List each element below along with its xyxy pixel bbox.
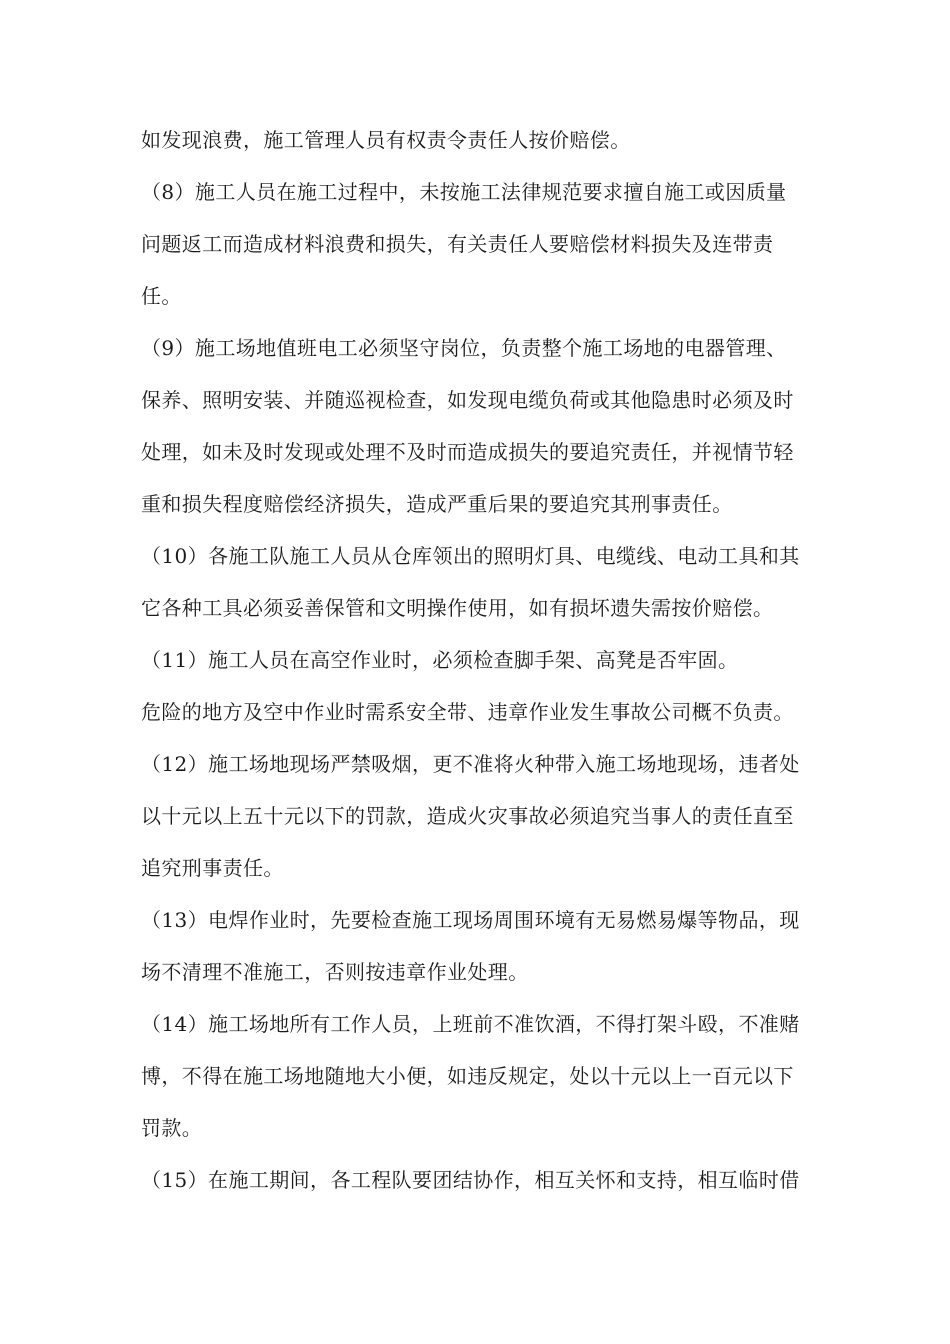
text-line: （15）在施工期间，各工程队要团结协作，相互关怀和支持，相互临时借 — [141, 1168, 800, 1192]
document-body — [141, 118, 831, 1210]
text-line: （11）施工人员在高空作业时，必须检查脚手架、高凳是否牢固。 — [141, 648, 739, 672]
text-line: （13）电焊作业时，先要检查施工现场周围环境有无易燃易爆等物品，现 — [141, 908, 800, 932]
text-line: 危险的地方及空中作业时需系安全带、违章作业发生事故公司概不负责。 — [141, 700, 794, 724]
text-line: 它各种工具必须妥善保管和文明操作使用，如有损坏遗失需按价赔偿。 — [141, 596, 774, 620]
text-line: 以十元以上五十元以下的罚款，造成火灾事故必须追究当事人的责任直至 — [141, 804, 794, 828]
text-line: （10）各施工队施工人员从仓库领出的照明灯具、电缆线、电动工具和其 — [141, 544, 800, 568]
text-line: 任。 — [141, 284, 182, 308]
text-line: 追究刑事责任。 — [141, 856, 284, 880]
text-line: （8）施工人员在施工过程中，未按施工法律规范要求擅自施工或因质量 — [141, 180, 787, 204]
text-line: 博，不得在施工场地随地大小便，如违反规定，处以十元以上一百元以下 — [141, 1064, 794, 1088]
text-line: 场不清理不准施工，否则按违章作业处理。 — [141, 960, 529, 984]
text-line: 保养、照明安装、并随巡视检查，如发现电缆负荷或其他隐患时必须及时 — [141, 388, 794, 412]
text-line: 罚款。 — [141, 1116, 203, 1140]
text-line: （12）施工场地现场严禁吸烟，更不准将火种带入施工场地现场，违者处 — [141, 752, 800, 776]
text-line: （14）施工场地所有工作人员，上班前不准饮酒，不得打架斗殴，不准赌 — [141, 1012, 800, 1036]
text-line: 处理，如未及时发现或处理不及时而造成损失的要追究责任，并视情节轻 — [141, 440, 794, 464]
text-line: 如发现浪费，施工管理人员有权责令责任人按价赔偿。 — [141, 128, 631, 152]
text-line: （9）施工场地值班电工必须坚守岗位，负责整个施工场地的电器管理、 — [141, 336, 787, 360]
text-line: 重和损失程度赔偿经济损失，造成严重后果的要追究其刑事责任。 — [141, 492, 733, 516]
text-line: 问题返工而造成材料浪费和损失，有关责任人要赔偿材料损失及连带责 — [141, 232, 774, 256]
